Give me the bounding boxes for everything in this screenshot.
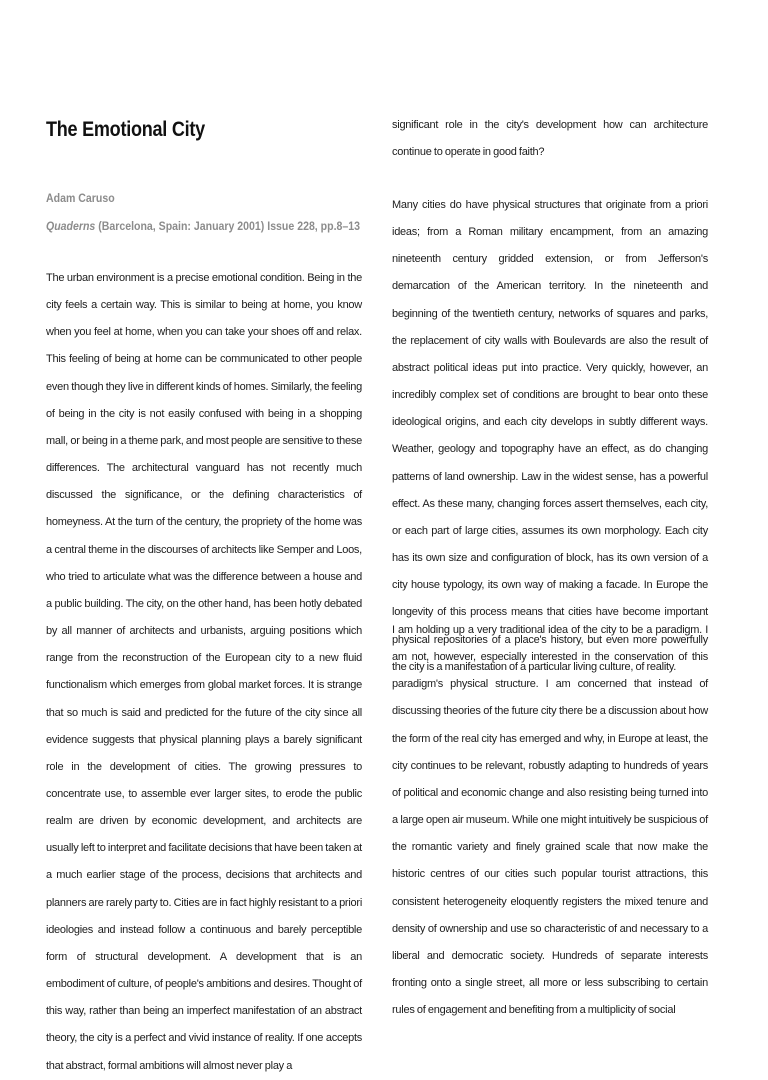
source-publication: Quaderns — [46, 219, 96, 233]
source-details: (Barcelona, Spain: January 2001) Issue 228, pp.8–13 — [95, 219, 361, 233]
article-source — [46, 219, 360, 233]
body-paragraph-continued: significant role in the city's development how can architecture continue to operate in good faith? — [392, 119, 708, 159]
body-paragraph: Many cities do have physical structures that originate from a priori ideas; from a Roman military encampment, from an amazing nineteenth century gridded extension, or from Jefferson's demarcation of the American territory. In the nineteenth and beginning of the twentieth century, networks of squares and parks, the replacement of city walls with Boulevards are also the result of abstract political ideas put into practice. Very quickly, however, an incredibly complex set of conditions are brought to bear onto these ideological origins, and each city develops in subtly different ways. Weather, geology and topography have an effect, as do changing patterns of land ownership. Law in the widest sense, has a powerful effect. As these many, changing forces assert themselves, each city, or each part of large cities, assumes its own morphology. Each city has its own size and configuration of block, has its own version of a city house typology, its own way of making a facade. In Europe the longevity of this process means that cities have become important physical repositories of a place's history, but even more powerfully the city is a manifestation of a particular living culture, of reality. — [392, 199, 708, 673]
body-paragraph: I am holding up a very traditional idea of the city to be a paradigm. I am not, however, especially interested in the conservation of this paradigm's physical structure. I am concerned that instead of discussing theories of the future city there be a discussion about how the form of the real city has emerged and why, in Europe at least, the city continues to be relevant, robustly adapting to hundreds of years of political and economic change and also resisting being turned into a large open air museum. While one might intuitively be suspicious of the romantic variety and finely grained scale that now make the historic centres of our cities such popular tourist attractions, this consistent heterogeneity eloquently registers the mixed tenure and density of ownership and use so characteristic of and necessary to a liberal and democratic society. Hundreds of separate interests fronting onto a single street, all more or less subscribing to certain rules of engagement and benefiting from a multiplicity of social — [392, 624, 708, 1017]
article-author: Adam Caruso — [46, 191, 115, 205]
body-paragraph: The urban environment is a precise emotional condition. Being in the city feels a certain way. This is similar to being at home, you know when you feel at home, when you can take your shoes off and relax. This feeling of being at home can be communicated to other people even though they live in different kinds of homes. Similarly, the feeling of being in the city is not easily confused with being in a shopping mall, or being in a theme park, and most people are sensitive to these differences. The architectural vanguard has not recently much discussed the significance, or the defining characteristics of homeyness. At the turn of the century, the propriety of the home was a central theme in the discourses of architects like Semper and Loos, who tried to articulate what was the difference between a house and a public building. The city, on the other hand, has been hotly debated by all manner of architects and urbanists, arguing positions which range from the reconstruction of the European city to a new fluid functionalism which emerges from global market forces. It is strange that so much is said and predicted for the future of the city since all evidence suggests that physical planning plays a barely significant role in the development of cities. The growing pressures to concentrate use, to assemble ever larger sites, to erode the public realm are driven by economic development, and architects are usually left to interpret and facilitate decisions that have been taken at a much earlier stage of the process, decisions that architects and planners are rarely party to. Cities are in fact highly resistant to a priori ideologies and instead follow a continuous and barely perceptible form of structural development. A development that is an embodiment of culture, of people's ambitions and desires. Thought of this way, rather than being an imperfect manifestation of an abstract theory, the city is a perfect and vivid instance of reality. If one accepts that abstract, formal ambitions will almost never play a — [46, 272, 363, 1072]
article-title: The Emotional City — [46, 118, 205, 141]
